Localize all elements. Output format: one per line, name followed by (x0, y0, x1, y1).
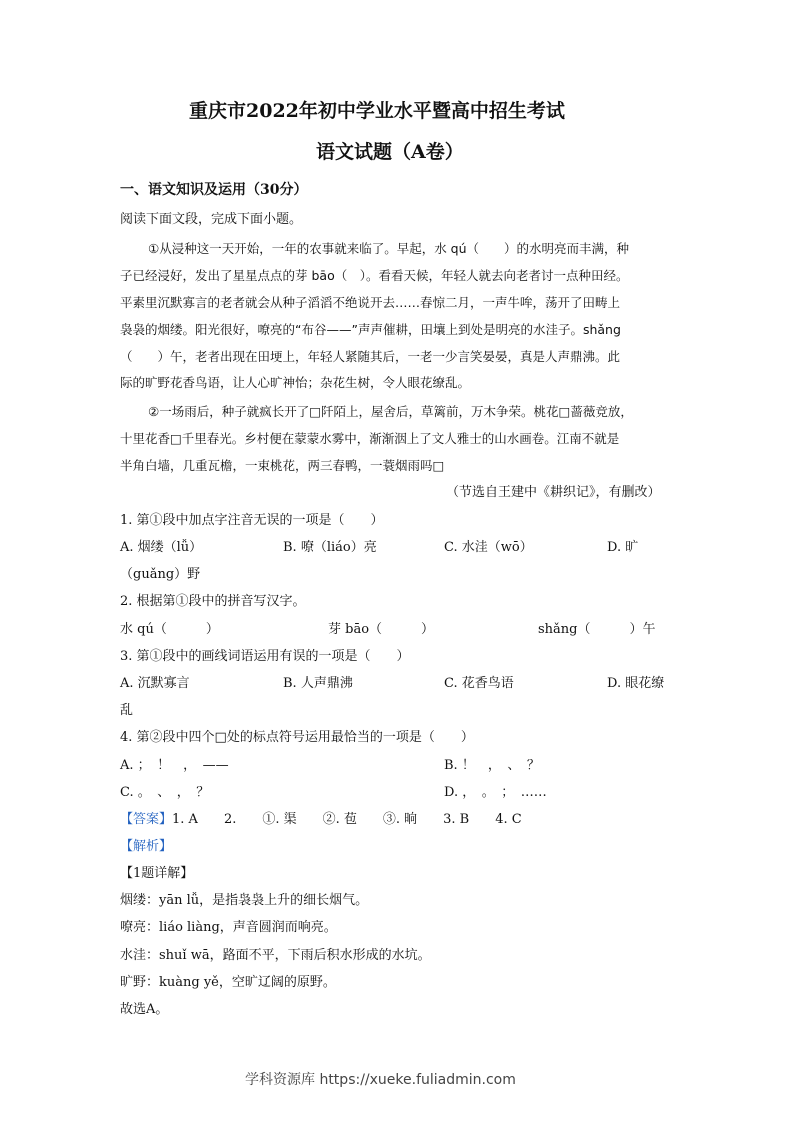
q2-blank-3: shǎng（ ）午 (538, 622, 656, 637)
passage-line: （ ）午，老者出现在田埂上，年轻人紧随其后，一老一少言笑晏晏，真是人声鼎沸。此 (120, 349, 621, 364)
analysis-label: 【解析】 (120, 839, 173, 854)
q3-option-d-continued: 乱 (120, 703, 134, 718)
q4-option-b: B. ！ ， 、 ？ (444, 758, 540, 773)
footer-watermark: 学科资源库 https://xueke.fuliadmin.com (245, 1072, 516, 1088)
passage-line: ①从浸种这一天开始，一年的农事就来临了。早起，水 qú（ ）的水明亮而丰满，种 (148, 241, 630, 256)
page-title: 重庆市2022年初中学业水平暨高中招生考试 (189, 100, 565, 122)
q3-option-c: C. 花香鸟语 (444, 676, 514, 691)
question-4-stem: 4. 第②段中四个□处的标点符号运用最恰当的一项是（ ） (120, 730, 474, 745)
detail-line: 嘹亮：liáo liàng，声音圆润而响亮。 (120, 920, 337, 935)
passage-line: 平素里沉默寡言的老者就会从种子滔滔不绝说开去……春惊二月，一声牛哞，荡开了田畴上 (120, 295, 621, 310)
q1-option-b: B. 嘹（liáo）亮 (283, 540, 377, 555)
answer-label: 【答案】 (120, 812, 173, 827)
passage-line: 袅袅的烟缕。阳光很好，嘹亮的“布谷——”声声催耕，田壤上到处是明亮的水洼子。shǎng (120, 322, 621, 337)
q1-option-c: C. 水洼（wō） (444, 540, 533, 555)
q1-option-a: A. 烟缕（lǚ） (120, 540, 203, 555)
q2-blank-2: 芽 bāo（ ） (328, 622, 435, 637)
passage-line: 十里花香□千里春光。乡村便在蒙蒙水雾中，渐渐洇上了文人雅士的山水画卷。江南不就是 (120, 431, 620, 446)
question-2-stem: 2. 根据第①段中的拼音写汉字。 (120, 594, 306, 609)
detail-heading: 【1题详解】 (120, 866, 194, 881)
q3-option-a: A. 沉默寡言 (120, 676, 190, 691)
q4-option-a: A. ； ！ ， —— (120, 758, 229, 773)
passage-line: 半角白墙，几重瓦檐，一束桃花，两三春鸭，一蓑烟雨吗□ (120, 458, 445, 473)
q2-blank-1: 水 qú（ ） (120, 622, 219, 637)
page-subtitle: 语文试题（A卷） (316, 141, 464, 163)
q4-option-d: D. ， 。 ； …… (444, 785, 547, 800)
passage-source: （节选自王建中《耕织记》，有删改） (446, 485, 661, 500)
answer-line (120, 811, 522, 829)
q1-option-d: D. 旷 (607, 540, 639, 555)
q3-option-b: B. 人声鼎沸 (283, 676, 353, 691)
passage-line: 际的旷野花香鸟语，让人心旷神怡；杂花生树，令人眼花缭乱。 (120, 375, 471, 390)
detail-line: 故选A。 (120, 1002, 169, 1017)
section-heading: 一、语文知识及运用（30分） (120, 182, 308, 198)
passage-line: ②一场雨后，种子就疯长开了□阡陌上，屋舍后，草篱前，万木争荣。桃花□蔷薇竞放， (148, 404, 633, 419)
answer-text: 1. A 2. ①. 渠 ②. 苞 ③. 晌 3. B 4. C (172, 812, 522, 827)
detail-line: 旷野：kuàng yě，空旷辽阔的原野。 (120, 975, 336, 990)
detail-line: 烟缕：yān lǚ，是指袅袅上升的细长烟气。 (120, 893, 369, 908)
question-1-stem: 1. 第①段中加点字注音无误的一项是（ ） (120, 513, 384, 528)
q3-option-d: D. 眼花缭 (607, 676, 665, 691)
instruction: 阅读下面文段，完成下面小题。 (120, 212, 303, 227)
detail-line: 水洼：shuǐ wā，路面不平，下雨后积水形成的水坑。 (120, 948, 431, 963)
question-3-stem: 3. 第①段中的画线词语运用有误的一项是（ ） (120, 649, 410, 664)
q1-option-d-continued: （guǎng）野 (120, 567, 201, 582)
q4-option-c: C. 。 、 ， ？ (120, 785, 210, 800)
passage-line: 子已经浸好，发出了星星点点的芽 bāo（ ）。看看天候，年轻人就去向老者讨一点种田经。 (120, 268, 629, 283)
